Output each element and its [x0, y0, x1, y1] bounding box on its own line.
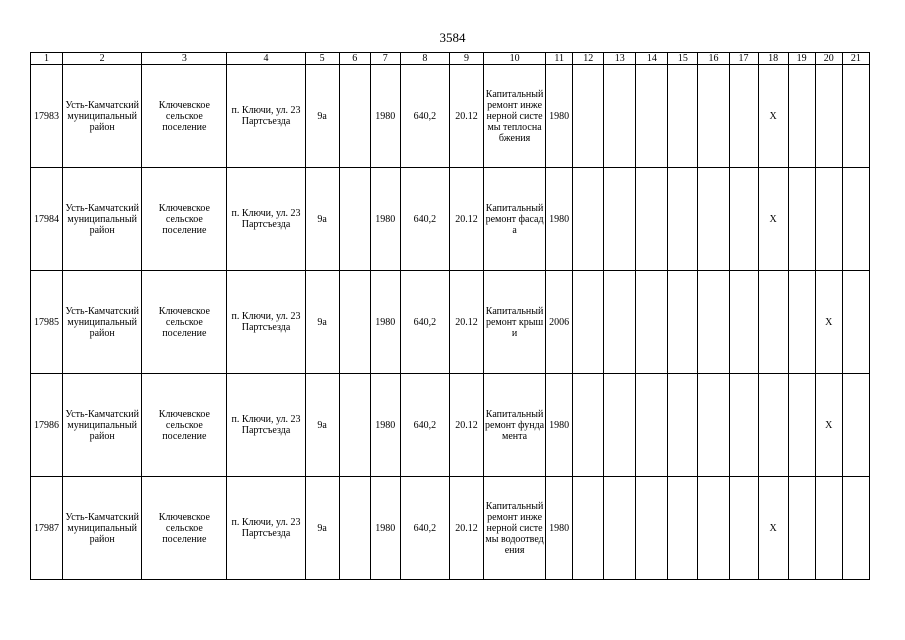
address-cell: п. Ключи, ул. 23 Партсъезда: [227, 65, 305, 168]
column-13-cell: [604, 477, 636, 580]
column-17-cell: [729, 271, 758, 374]
column-number-cell: 14: [636, 53, 668, 65]
column-number-cell: 2: [63, 53, 142, 65]
column-16-cell: [698, 271, 729, 374]
record-id-cell: 17986: [31, 374, 63, 477]
column-20-mark-cell: [815, 65, 842, 168]
column-20-mark-cell: X: [815, 374, 842, 477]
column-21-cell: [842, 271, 869, 374]
settlement-cell: Ключевское сельское поселение: [142, 65, 227, 168]
code-cell: 20.12: [449, 477, 483, 580]
column-6-cell: [339, 65, 370, 168]
year-cell: 1980: [546, 477, 573, 580]
column-17-cell: [729, 374, 758, 477]
column-number-cell: 20: [815, 53, 842, 65]
column-number-cell: 16: [698, 53, 729, 65]
column-18-mark-cell: X: [758, 168, 788, 271]
column-15-cell: [668, 477, 698, 580]
column-20-mark-cell: X: [815, 271, 842, 374]
house-number-cell: 9а: [305, 271, 339, 374]
column-number-cell: 7: [370, 53, 400, 65]
column-number-cell: 19: [788, 53, 815, 65]
column-number-cell: 6: [339, 53, 370, 65]
column-19-cell: [788, 271, 815, 374]
column-13-cell: [604, 271, 636, 374]
year-built-cell: 1980: [370, 65, 400, 168]
column-6-cell: [339, 271, 370, 374]
table-row: [31, 271, 870, 374]
column-18-mark-cell: X: [758, 477, 788, 580]
address-cell: п. Ключи, ул. 23 Партсъезда: [227, 271, 305, 374]
year-built-cell: 1980: [370, 477, 400, 580]
code-cell: 20.12: [449, 65, 483, 168]
column-number-cell: 1: [31, 53, 63, 65]
area-cell: 640,2: [400, 271, 449, 374]
column-19-cell: [788, 477, 815, 580]
district-cell: Усть-Камчатский муниципальный район: [63, 374, 142, 477]
column-13-cell: [604, 65, 636, 168]
code-cell: 20.12: [449, 271, 483, 374]
year-built-cell: 1980: [370, 168, 400, 271]
column-12-cell: [573, 374, 604, 477]
record-id-cell: 17985: [31, 271, 63, 374]
column-17-cell: [729, 65, 758, 168]
column-number-cell: 9: [449, 53, 483, 65]
column-number-cell: 5: [305, 53, 339, 65]
column-number-row: [31, 53, 870, 65]
column-6-cell: [339, 168, 370, 271]
column-13-cell: [604, 168, 636, 271]
column-6-cell: [339, 374, 370, 477]
year-cell: 1980: [546, 65, 573, 168]
column-21-cell: [842, 374, 869, 477]
column-21-cell: [842, 65, 869, 168]
record-id-cell: 17983: [31, 65, 63, 168]
area-cell: 640,2: [400, 477, 449, 580]
column-18-mark-cell: X: [758, 65, 788, 168]
column-number-cell: 17: [729, 53, 758, 65]
code-cell: 20.12: [449, 374, 483, 477]
district-cell: Усть-Камчатский муниципальный район: [63, 477, 142, 580]
year-built-cell: 1980: [370, 271, 400, 374]
column-12-cell: [573, 271, 604, 374]
column-number-cell: 10: [484, 53, 546, 65]
settlement-cell: Ключевское сельское поселение: [142, 477, 227, 580]
column-20-mark-cell: [815, 477, 842, 580]
column-number-cell: 15: [668, 53, 698, 65]
year-cell: 2006: [546, 271, 573, 374]
work-type-cell: Капитальный ремонт инженерной системы теплоснабжения: [484, 65, 546, 168]
address-cell: п. Ключи, ул. 23 Партсъезда: [227, 477, 305, 580]
table-row: [31, 65, 870, 168]
work-type-cell: Капитальный ремонт фундамента: [484, 374, 546, 477]
address-cell: п. Ключи, ул. 23 Партсъезда: [227, 168, 305, 271]
column-number-cell: 18: [758, 53, 788, 65]
year-cell: 1980: [546, 168, 573, 271]
column-21-cell: [842, 477, 869, 580]
column-19-cell: [788, 65, 815, 168]
house-number-cell: 9а: [305, 374, 339, 477]
settlement-cell: Ключевское сельское поселение: [142, 271, 227, 374]
record-id-cell: 17984: [31, 168, 63, 271]
column-12-cell: [573, 477, 604, 580]
table-row: [31, 374, 870, 477]
column-12-cell: [573, 65, 604, 168]
column-number-cell: 13: [604, 53, 636, 65]
area-cell: 640,2: [400, 168, 449, 271]
column-number-cell: 21: [842, 53, 869, 65]
column-16-cell: [698, 374, 729, 477]
district-cell: Усть-Камчатский муниципальный район: [63, 65, 142, 168]
record-id-cell: 17987: [31, 477, 63, 580]
column-16-cell: [698, 65, 729, 168]
column-number-cell: 3: [142, 53, 227, 65]
column-number-cell: 11: [546, 53, 573, 65]
column-14-cell: [636, 271, 668, 374]
table-row: [31, 477, 870, 580]
district-cell: Усть-Камчатский муниципальный район: [63, 271, 142, 374]
column-17-cell: [729, 168, 758, 271]
column-12-cell: [573, 168, 604, 271]
column-15-cell: [668, 65, 698, 168]
work-type-cell: Капитальный ремонт крыши: [484, 271, 546, 374]
house-number-cell: 9а: [305, 477, 339, 580]
district-cell: Усть-Камчатский муниципальный район: [63, 168, 142, 271]
work-type-cell: Капитальный ремонт инженерной системы водоотведения: [484, 477, 546, 580]
column-16-cell: [698, 168, 729, 271]
table-row: [31, 168, 870, 271]
column-16-cell: [698, 477, 729, 580]
house-number-cell: 9а: [305, 65, 339, 168]
column-number-cell: 12: [573, 53, 604, 65]
column-14-cell: [636, 65, 668, 168]
area-cell: 640,2: [400, 374, 449, 477]
work-type-cell: Капитальный ремонт фасада: [484, 168, 546, 271]
area-cell: 640,2: [400, 65, 449, 168]
address-cell: п. Ключи, ул. 23 Партсъезда: [227, 374, 305, 477]
column-20-mark-cell: [815, 168, 842, 271]
column-15-cell: [668, 271, 698, 374]
column-19-cell: [788, 168, 815, 271]
column-19-cell: [788, 374, 815, 477]
column-18-mark-cell: [758, 374, 788, 477]
registry-table: [30, 52, 870, 580]
column-6-cell: [339, 477, 370, 580]
column-15-cell: [668, 374, 698, 477]
column-14-cell: [636, 168, 668, 271]
column-number-cell: 8: [400, 53, 449, 65]
column-14-cell: [636, 477, 668, 580]
column-17-cell: [729, 477, 758, 580]
page-number: 3584: [439, 30, 466, 45]
year-built-cell: 1980: [370, 374, 400, 477]
column-14-cell: [636, 374, 668, 477]
house-number-cell: 9а: [305, 168, 339, 271]
settlement-cell: Ключевское сельское поселение: [142, 374, 227, 477]
column-13-cell: [604, 374, 636, 477]
year-cell: 1980: [546, 374, 573, 477]
settlement-cell: Ключевское сельское поселение: [142, 168, 227, 271]
column-number-cell: 4: [227, 53, 305, 65]
column-15-cell: [668, 168, 698, 271]
column-18-mark-cell: [758, 271, 788, 374]
column-21-cell: [842, 168, 869, 271]
code-cell: 20.12: [449, 168, 483, 271]
